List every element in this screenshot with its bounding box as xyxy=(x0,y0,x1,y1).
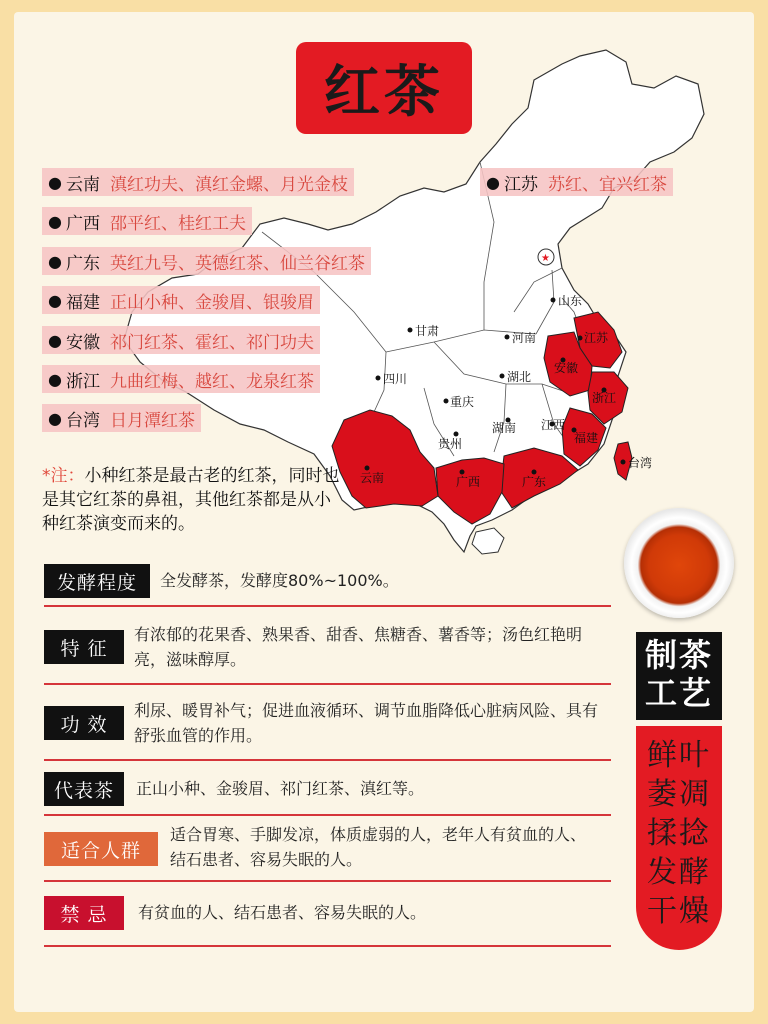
region-province: 广西 xyxy=(65,213,100,234)
region-province: 安徽 xyxy=(65,332,100,353)
region-item xyxy=(42,207,252,235)
row-text: 有贫血的人、结石患者、容易失眠的人。 xyxy=(138,903,427,922)
map-label-fujian: 福建 xyxy=(574,431,599,445)
bullet-icon: ● xyxy=(48,251,62,271)
bullet-icon: ● xyxy=(48,369,62,389)
map-label-shandong: 山东 xyxy=(558,294,583,308)
region-province: 台湾 xyxy=(65,410,100,431)
bullet-icon: ● xyxy=(48,172,62,192)
map-label-guangxi: 广西 xyxy=(456,475,481,489)
map-label-jiangxi: 江西 xyxy=(541,418,566,432)
map-label-zhejiang: 浙江 xyxy=(592,391,617,405)
region-teas: 九曲红梅、越红、龙泉红茶 xyxy=(109,371,314,392)
row-divider xyxy=(44,683,611,685)
region-item xyxy=(42,247,371,275)
row-label: 禁 忌 xyxy=(44,896,124,930)
region-province: 云南 xyxy=(65,174,100,195)
infographic-card xyxy=(14,12,754,1012)
row-text: 有浓郁的花果香、熟果香、甜香、焦糖香、薯香等；汤色红艳明亮，滋味醇厚。 xyxy=(134,625,583,669)
row-label: 代表茶 xyxy=(44,772,124,806)
map-label-hunan: 湖南 xyxy=(492,421,517,435)
region-teas: 英红九号、英德红茶、仙兰谷红茶 xyxy=(109,253,365,274)
process-step: 鲜叶 xyxy=(647,738,711,773)
region-province: 浙江 xyxy=(65,371,100,392)
bullet-icon: ● xyxy=(48,290,62,310)
hainan-island xyxy=(472,528,504,554)
map-label-gansu: 甘肃 xyxy=(415,324,440,338)
process-header xyxy=(636,632,722,720)
row-divider xyxy=(44,945,611,947)
region-province: 广东 xyxy=(65,253,100,274)
map-label-guizhou: 贵州 xyxy=(438,437,463,451)
tea-cup-image xyxy=(624,508,734,618)
bullet-icon: ● xyxy=(48,211,62,231)
region-item xyxy=(42,404,201,432)
process-steps xyxy=(636,726,722,950)
footnote-text: 小种红茶是最古老的红茶，同时也是其它红茶的鼻祖，其他红茶都是从小种红茶演变而来的。 xyxy=(42,466,340,534)
map-label-yunnan: 云南 xyxy=(360,471,385,485)
region-teas: 祁门红茶、霍红、祁门功夫 xyxy=(109,332,314,353)
region-item xyxy=(42,365,320,393)
bullet-icon: ● xyxy=(48,408,62,428)
map-label-taiwan: 台湾 xyxy=(628,456,653,470)
row-label: 发酵程度 xyxy=(44,564,150,598)
map-label-anhui: 安徽 xyxy=(554,361,579,375)
bullet-icon: ● xyxy=(486,172,500,192)
map-label-jiangsu: 江苏 xyxy=(584,331,609,345)
region-province: 江苏 xyxy=(503,174,538,195)
region-teas: 正山小种、金骏眉、银骏眉 xyxy=(109,292,314,313)
process-step: 干燥 xyxy=(647,894,711,929)
row-label: 特 征 xyxy=(44,630,124,664)
footnote-prefix: *注： xyxy=(42,466,85,486)
row-divider xyxy=(44,605,611,607)
process-step: 揉捻 xyxy=(647,816,711,851)
region-province: 福建 xyxy=(65,292,100,313)
region-item xyxy=(42,168,354,196)
map-label-guangdong: 广东 xyxy=(522,475,547,489)
row-text: 适合胃寒、手脚发凉，体质虚弱的人，老年人有贫血的人、结石患者、容易失眠的人。 xyxy=(170,825,587,869)
process-header-line: 制茶 xyxy=(644,636,713,674)
process-header-line: 工艺 xyxy=(644,674,713,712)
region-item xyxy=(42,286,320,314)
region-teas: 日月潭红茶 xyxy=(109,410,195,431)
map-label-hubei: 湖北 xyxy=(507,370,532,384)
map-label-chongqing: 重庆 xyxy=(450,395,475,409)
region-teas: 滇红功夫、滇红金螺、月光金枝 xyxy=(109,174,348,195)
region-teas: 苏红、宜兴红茶 xyxy=(547,174,667,195)
page-title: 红茶 xyxy=(324,60,444,125)
map-label-sichuan: 四川 xyxy=(383,372,408,386)
row-divider xyxy=(44,814,611,816)
row-divider xyxy=(44,759,611,761)
map-label-henan: 河南 xyxy=(512,331,537,345)
row-label: 功 效 xyxy=(44,706,124,740)
row-text: 利尿、暖胃补气；促进血液循环、调节血脂降低心脏病风险、具有舒张血管的作用。 xyxy=(134,701,599,745)
row-text: 正山小种、金骏眉、祁门红茶、滇红等。 xyxy=(136,779,425,798)
process-step: 萎凋 xyxy=(647,777,711,812)
title-banner xyxy=(296,42,472,134)
footnote xyxy=(42,464,342,536)
bullet-icon: ● xyxy=(48,330,62,350)
capital-star-icon: ★ xyxy=(541,253,550,264)
row-divider xyxy=(44,880,611,882)
region-teas: 邵平红、桂红工夫 xyxy=(109,213,246,234)
process-step: 发酵 xyxy=(647,855,711,890)
region-item xyxy=(42,326,320,354)
region-item xyxy=(480,168,673,196)
row-text: 全发酵茶，发酵度80%~100%。 xyxy=(160,571,399,590)
row-label: 适合人群 xyxy=(44,832,158,866)
